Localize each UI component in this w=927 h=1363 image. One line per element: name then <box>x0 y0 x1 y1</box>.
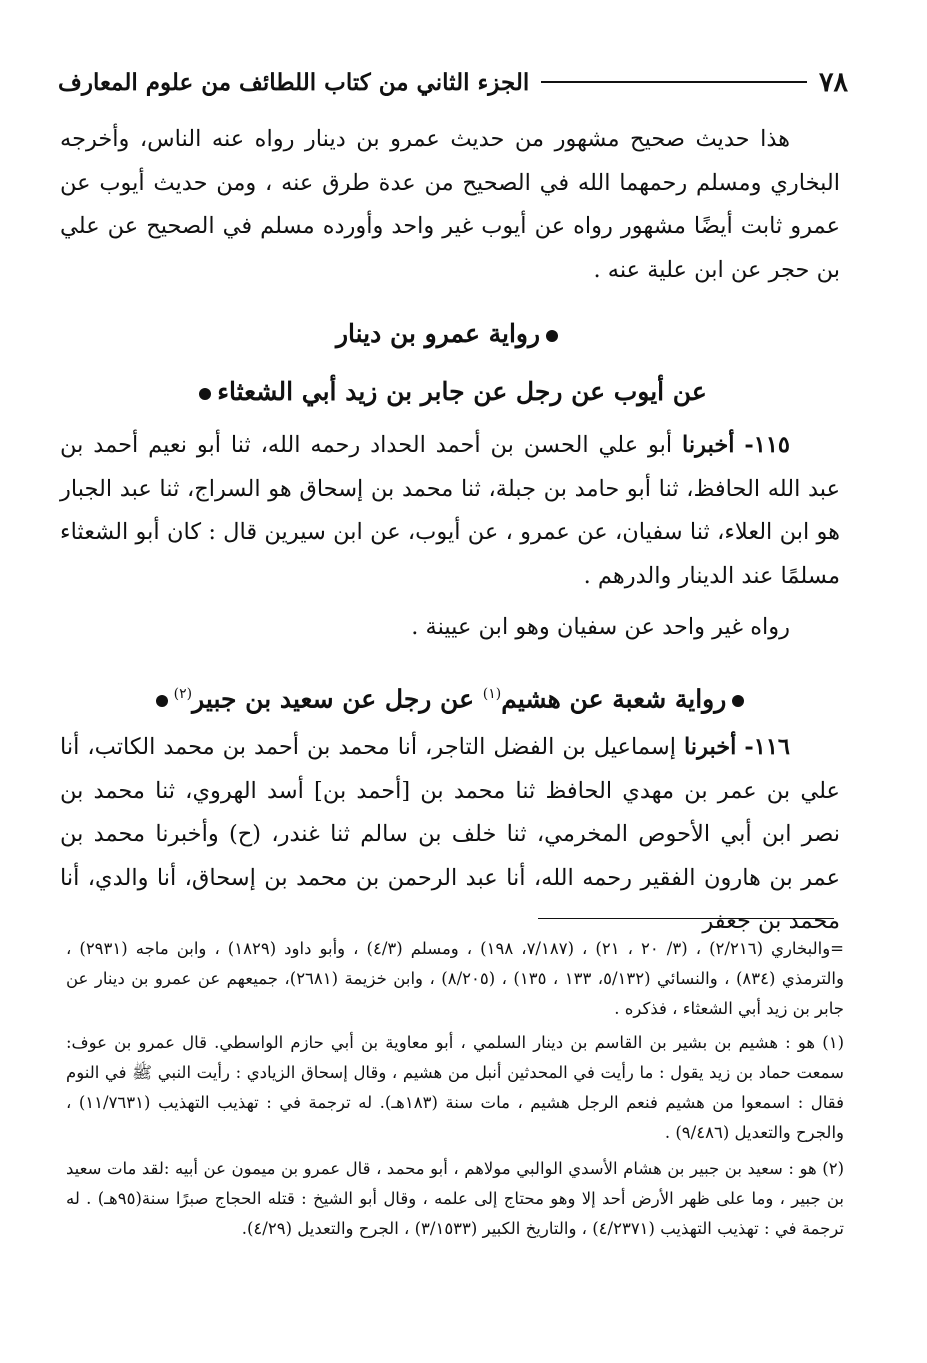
heading-3-part-a: رواية شعبة عن هشيم <box>501 684 727 714</box>
running-title: الجزء الثاني من كتاب اللطائف من علوم المعارف <box>58 68 530 96</box>
hadith-text: أبو علي الحسن بن أحمد الحداد رحمه الله، ثنا أبو نعيم أحمد بن عبد الله الحافظ، ثنا أبو حامد بن جبلة، ثنا محمد بن إسحاق هو السراج، ثنا عبد الجبار هو ابن العلاء، ثنا سفيان، عن عمرو ، عن أيوب، عن ابن سيرين قال : كان أبو الشعثاء مسلمًا عند الدينار والدرهم . <box>60 432 840 589</box>
section-heading-1 <box>60 314 840 354</box>
heading-1-text: روایة عمرو بن دینار <box>335 319 541 348</box>
footnote-ref-2: (٢) <box>173 686 193 702</box>
footnote-ref-1: (١) <box>482 686 502 702</box>
hadith-116 <box>60 726 840 944</box>
footnote-continued: =والبخاري (٢/٢١٦) ، (٣/ ٢٠ ، ٢١) ، (٧/١٨٧، ١٩٨) ، ومسلم (٤/٣) ، وأبو داود (١٨٢٩) ، وابن ماجه (٢٩٣١) ، والترمذي (٨٣٤) ، والنسائي (٥/١٣٢، ١٣٣ ، ١٣٥) ، (٨/٢٠٥) ، وابن خزيمة (٢٦٨١)، جميعهم عن عمرو بن دينار عن جابر بن زيد أبي الشعثاء ، فذكره . <box>66 939 844 1018</box>
page-number: ٧٨ <box>818 66 848 98</box>
hadith-number: ١١٦- <box>744 734 791 760</box>
opening-paragraph: هذا حديث صحيح مشهور من حديث عمرو بن دينار رواه عنه الناس، وأخرجه البخاري ومسلم رحمهما الله في الصحيح من عدة طرق عنه ، ومن حديث أيوب عن عمرو ثابت أيضًا مشهور رواه عن أيوب غير واحد وأورده مسلم في الصحيح عن علي بن حجر عن ابن علية عنه . <box>60 126 840 283</box>
footnote-1: (١) هو : هشيم بن بشير بن القاسم بن دينار السلمي ، أبو معاوية بن أبي حازم الواسطي. قال عمرو بن عوف: سمعت حماد بن زيد يقول : ما رأيت في المحدثين أنبل من هشيم ، وقال إسحاق الزيادي : رأيت النبي ﷺ في النوم فقال : اسمعوا من هشيم فنعم الرجل هشيم ، مات سنة (١٨٣هـ). له ترجمة في : تهذيب التهذيب (١١/٧٦٣١) ، والجرح والتعديل (٩/٤٨٦) . <box>66 1033 845 1142</box>
bullet-icon <box>732 695 744 707</box>
footnote-2: (٢) هو : سعيد بن جبير بن هشام الأسدي الوالبي مولاهم ، أبو محمد ، قال عمرو بن ميمون عن أبيه :لقد مات سعيد بن جبير ، وما على ظهر الأرض أحد إلا وهو محتاج إلى علمه ، وقال أبو الشيخ : قتله الحجاج صبرًا سنة(٩٥هـ) . له ترجمة في : تهذيب التهذيب (٤/٢٣٧١) ، والتاريخ الكبير (٣/١٥٣٣) ، الجرح والتعديل (٤/٢٩). <box>66 1159 844 1238</box>
hadith-text: إسماعيل بن الفضل التاجر، أنا محمد بن أحمد بن محمد الكاتب، أنا علي بن عمر بن مهدي الحافظ ثنا محمد بن [أحمد بن] أسد الهروي، ثنا محمد بن نصر ابن أبي الأحوص المخرمي، ثنا خلف بن سالم ثنا غندر، (ح) وأخبرنا محمد بن عمر بن هارون الفقير رحمه الله، أنا عبد الرحمن بن محمد بن إسحاق، أنا والدي، أنا محمد بن جعفر <box>60 734 840 934</box>
page-header <box>58 62 848 102</box>
hadith-number: ١١٥- <box>744 432 790 458</box>
bullet-icon <box>199 388 211 400</box>
narration-note: رواه غير واحد عن سفيان وهو ابن عيينة . <box>411 614 790 640</box>
hadith-lead: أخبرنا <box>683 734 737 760</box>
heading-2-text: عن أيوب عن رجل عن جابر بن زيد أبي الشعثاء <box>217 377 707 406</box>
bullet-icon <box>546 330 558 342</box>
section-heading-2 <box>60 372 840 412</box>
hadith-115 <box>60 424 840 598</box>
heading-3-part-b: عن رجل عن سعيد بن جبير <box>192 684 474 714</box>
section-heading-3 <box>60 674 840 719</box>
footnote-separator <box>538 918 834 919</box>
hadith-lead: أخبرنا <box>682 432 735 458</box>
header-rule <box>541 81 807 83</box>
bullet-icon <box>156 695 168 707</box>
